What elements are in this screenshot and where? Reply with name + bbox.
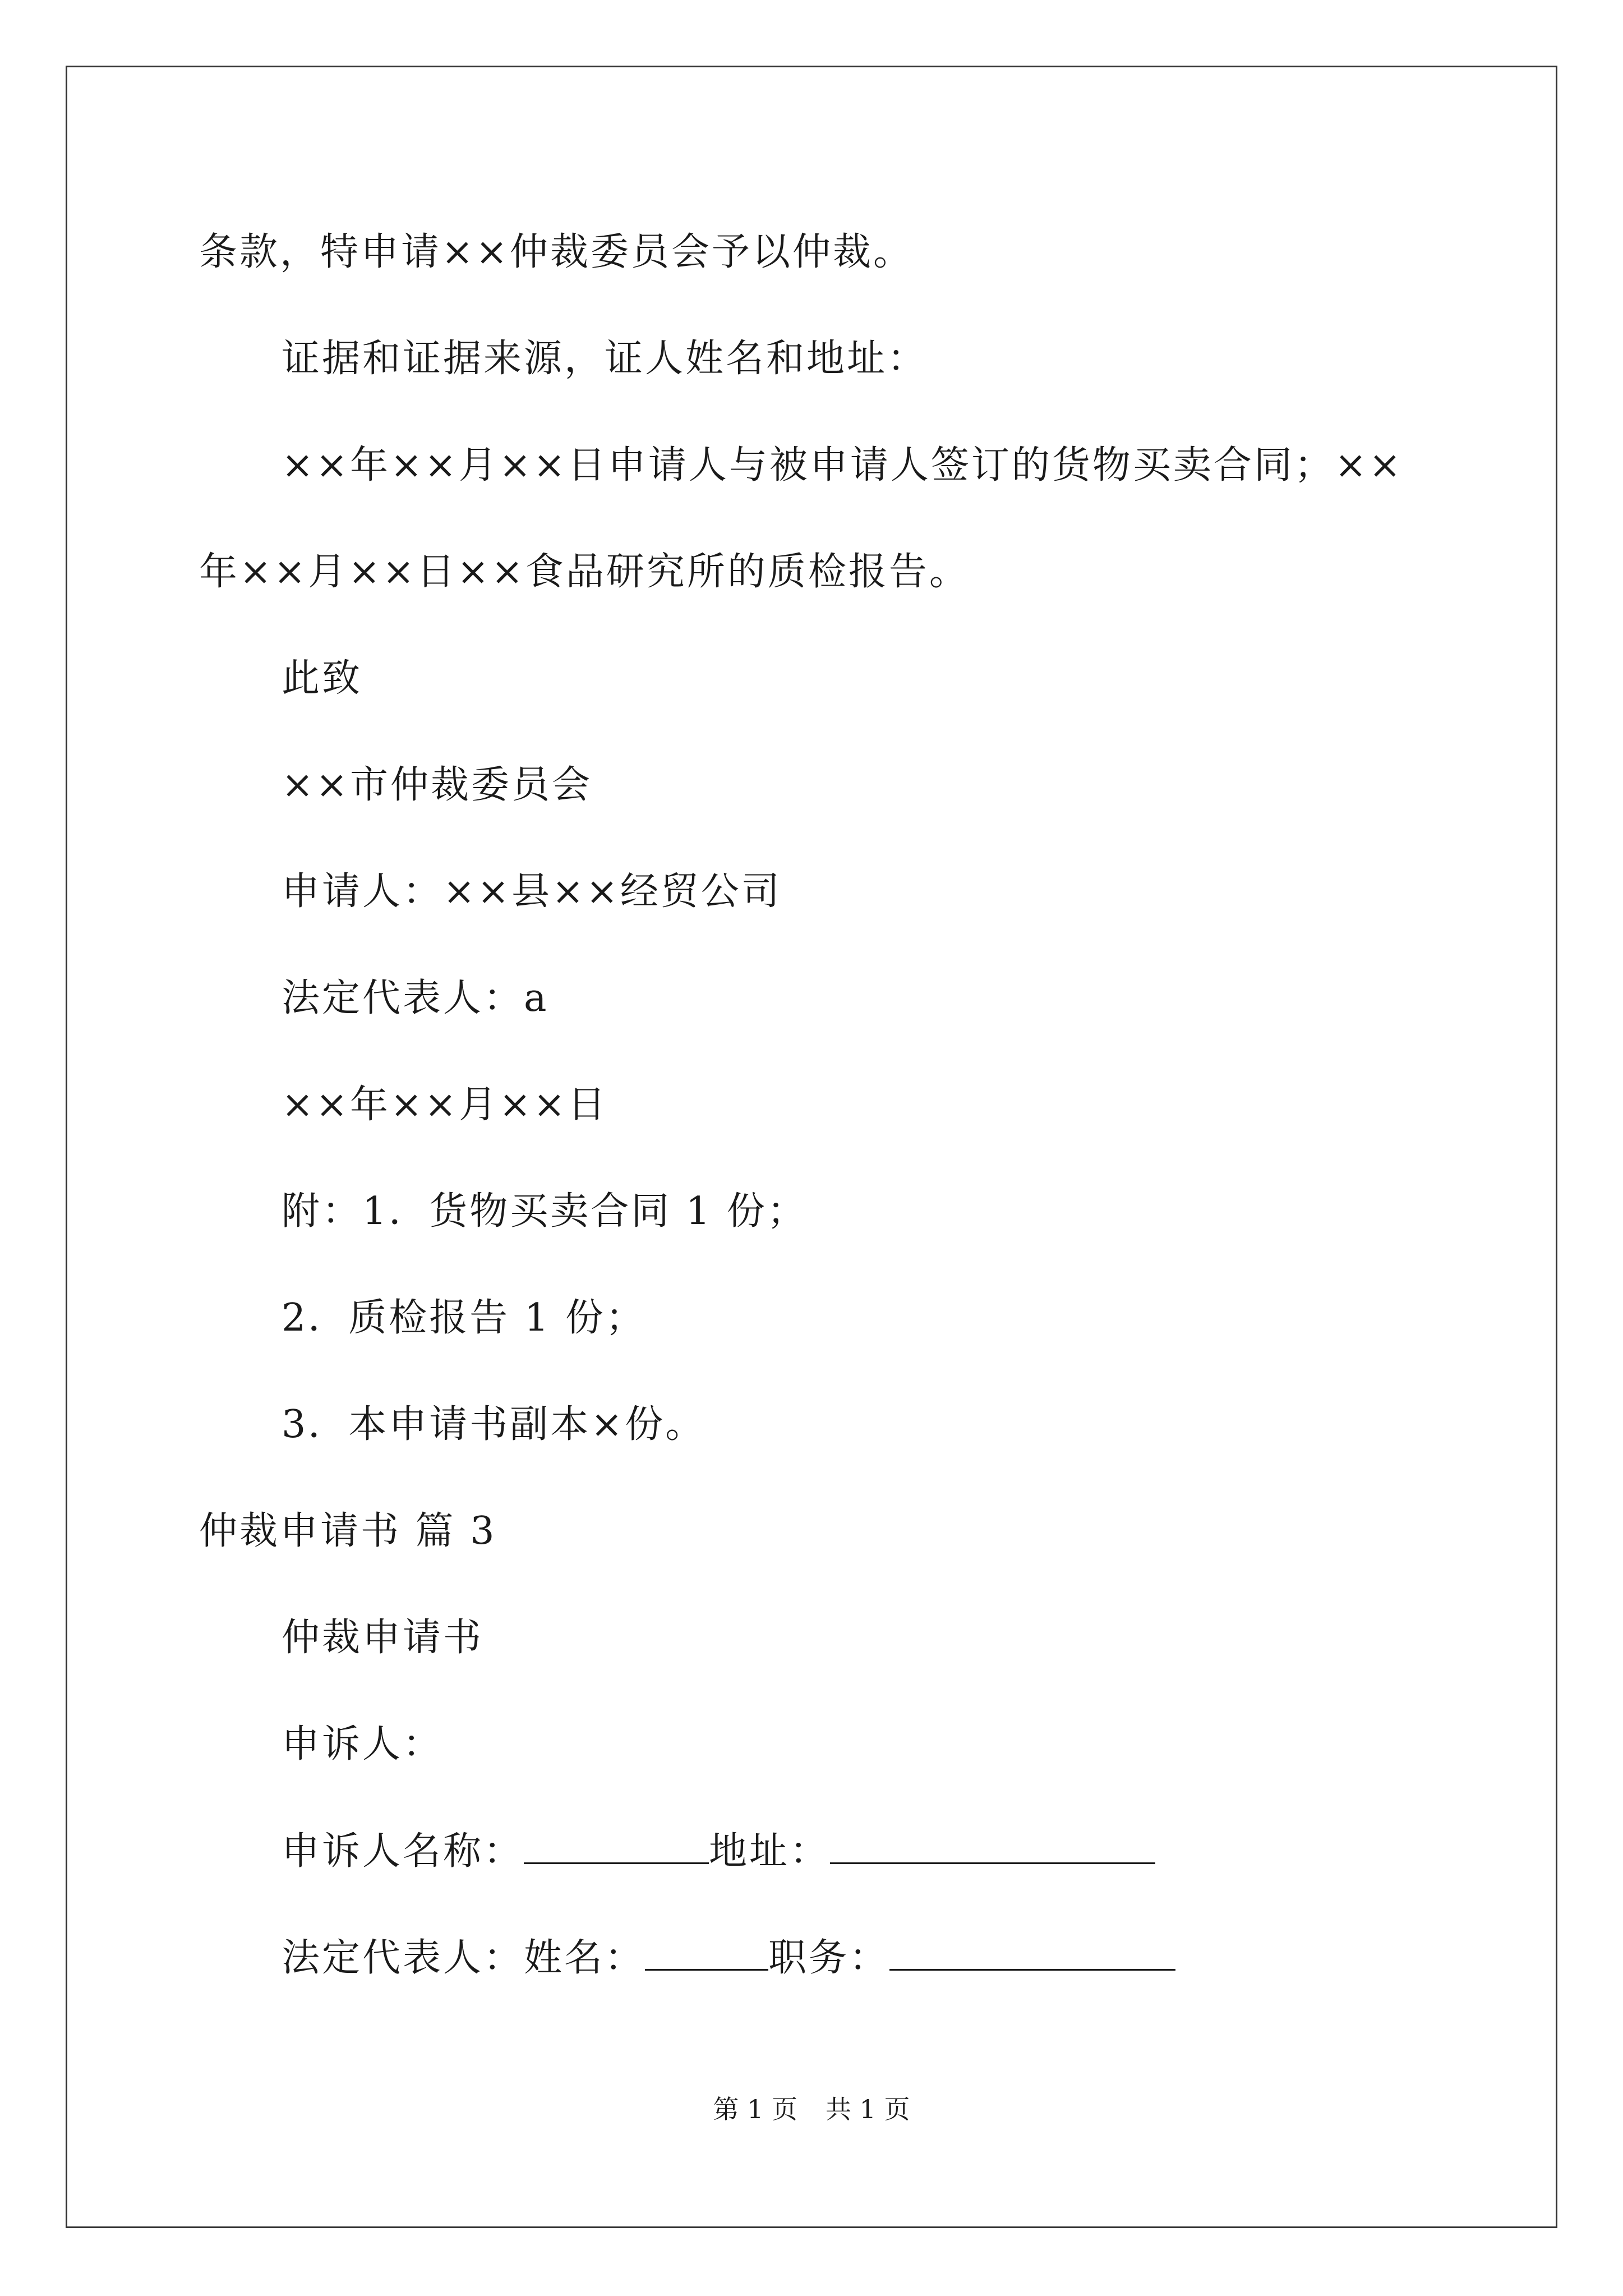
complainant-name-label: 申诉人名称： bbox=[282, 1829, 524, 1874]
text-line-10: 附：1．货物买卖合同 1 份； bbox=[282, 1189, 808, 1234]
address-blank bbox=[830, 1828, 1155, 1864]
position-blank bbox=[889, 1934, 1175, 1971]
text-line-8: 法定代表人：a bbox=[282, 976, 549, 1020]
text-line-6: ××市仲裁委员会 bbox=[282, 763, 592, 807]
form-line-legal-rep bbox=[282, 1934, 1175, 1982]
complainant-name-blank bbox=[524, 1828, 709, 1864]
legal-rep-name-blank bbox=[645, 1934, 768, 1971]
text-line-complainant: 申诉人： bbox=[282, 1722, 444, 1766]
page-total: 共 1 页 bbox=[826, 2094, 910, 2124]
position-label: 职务： bbox=[768, 1936, 890, 1980]
text-line-2: 证据和证据来源，证人姓名和地址： bbox=[282, 337, 928, 381]
page-current: 第 1 页 bbox=[713, 2094, 797, 2124]
address-label: 地址： bbox=[709, 1829, 831, 1874]
text-line-3: ××年××月××日申请人与被申请人签订的货物买卖合同；×× bbox=[282, 443, 1403, 487]
text-line-9: ××年××月××日 bbox=[282, 1083, 608, 1127]
document-title: 仲裁申请书 bbox=[282, 1616, 484, 1660]
page-border bbox=[66, 66, 1557, 2228]
text-line-5: 此致 bbox=[282, 656, 363, 701]
section-heading: 仲裁申请书 篇 3 bbox=[199, 1509, 497, 1553]
text-line-7: 申请人：××县××经贸公司 bbox=[282, 869, 782, 914]
text-line-12: 3．本申请书副本×份。 bbox=[282, 1402, 706, 1447]
legal-rep-label: 法定代表人：姓名： bbox=[282, 1936, 645, 1980]
text-line-11: 2．质检报告 1 份； bbox=[282, 1296, 646, 1340]
text-line-4: 年××月××日××食品研究所的质检报告。 bbox=[199, 550, 970, 594]
form-line-complainant-name bbox=[282, 1828, 1155, 1875]
page-footer bbox=[0, 2092, 1623, 2126]
text-line-1: 条款，特申请××仲裁委员会予以仲裁。 bbox=[199, 230, 914, 274]
